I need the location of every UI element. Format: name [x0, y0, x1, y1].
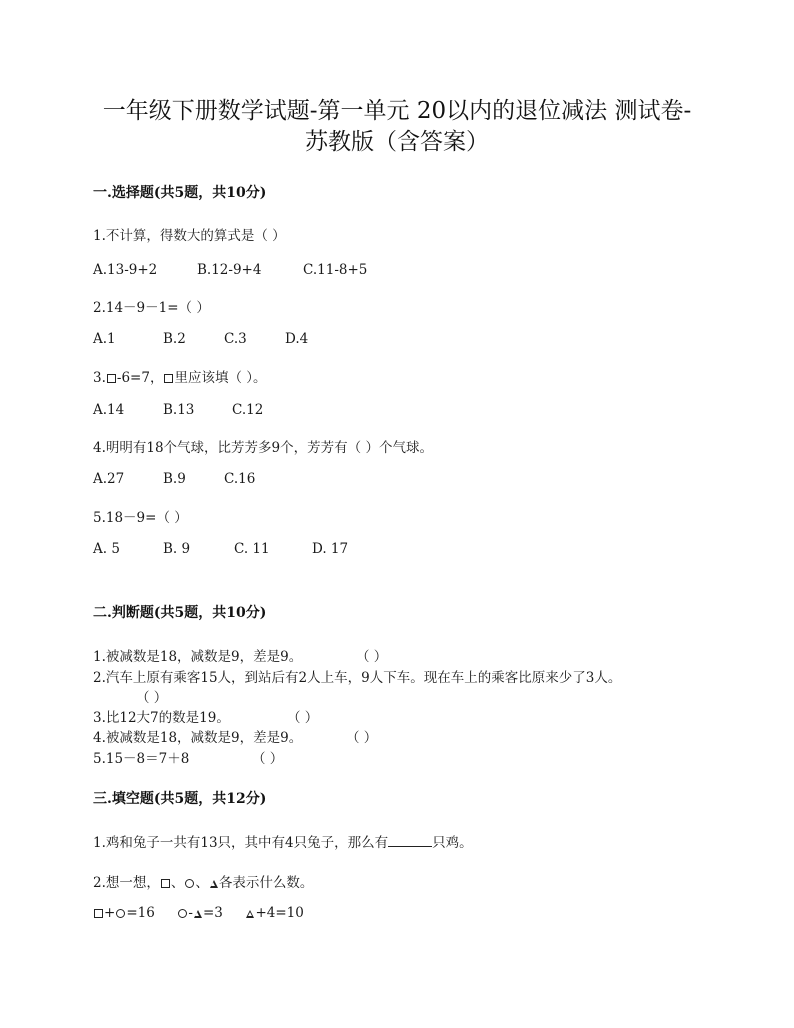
section-1-heading: 一.选择题(共5题，共10分) [93, 185, 267, 201]
judgement-item-4: 4.被减数是18，减数是9，差是9。 [93, 730, 303, 746]
section-2-heading: 二.判断题(共5题，共10分) [93, 605, 267, 621]
question-text: 2.想一想， [93, 875, 160, 891]
fill-question-1 [93, 831, 473, 851]
question-1-4: 4.明明有18个气球，比芳芳多9个，芳芳有（ ）个气球。 [93, 440, 433, 456]
answer-parentheses: （ ） [136, 690, 168, 706]
answer-parentheses: （ ） [287, 710, 319, 726]
option-a: A.1 [93, 331, 116, 347]
equations-row [93, 905, 304, 921]
option-c: C.3 [224, 331, 247, 347]
option-b: B.9 [163, 471, 186, 487]
judgement-item-3: 3.比12大7的数是19。 [93, 710, 230, 726]
equation-3 [245, 905, 303, 921]
option-b: B. 9 [163, 541, 191, 557]
page-title [80, 96, 714, 158]
option-a: A.13-9+2 [93, 262, 158, 278]
equation-1 [93, 905, 155, 921]
question-text-end: 各表示什么数。 [218, 875, 314, 891]
option-b: B.2 [163, 331, 186, 347]
question-1-1: 1.不计算，得数大的算式是（ ） [93, 228, 286, 244]
operator: - [188, 905, 193, 921]
question-text: 1.鸡和兔子一共有13只，其中有4只兔子，那么有 [93, 835, 389, 851]
circle-icon [178, 909, 187, 918]
circle-icon [185, 879, 194, 888]
separator: 、 [195, 875, 209, 891]
square-icon [164, 374, 173, 383]
question-1-5: 5.18－9=（ ） [93, 510, 188, 526]
answer-parentheses: （ ） [346, 730, 378, 746]
triangle-icon [194, 910, 202, 918]
question-text-end: 只鸡。 [432, 835, 473, 851]
answer-blank[interactable] [388, 834, 432, 847]
square-icon [161, 879, 170, 888]
option-a: A.27 [93, 471, 125, 487]
circle-icon [116, 909, 125, 918]
title-line-1: 一年级下册数学试题-第一单元 20以内的退位减法 测试卷- [102, 98, 692, 124]
judgement-item-5: 5.15－8＝7＋8 [93, 751, 190, 767]
question-1-3 [93, 366, 267, 386]
question-number: 3. [93, 370, 106, 386]
option-b: B.12-9+4 [197, 262, 262, 278]
option-a: A.14 [93, 402, 125, 418]
title-line-2: 苏教版（含答案） [305, 129, 489, 155]
option-c: C.12 [232, 402, 264, 418]
option-a: A. 5 [93, 541, 120, 557]
operator: + [104, 905, 116, 921]
answer-parentheses: （ ） [252, 751, 284, 767]
option-d: D. 17 [312, 541, 349, 557]
option-c: C. 11 [234, 541, 270, 557]
option-d: D.4 [285, 331, 309, 347]
question-1-2: 2.14－9－1=（ ） [93, 300, 210, 316]
separator: 、 [170, 875, 185, 891]
question-post: 里应该填（ ）。 [174, 370, 267, 386]
judgement-item-1: 1.被减数是18，减数是9，差是9。 [93, 649, 303, 665]
answer-parentheses: （ ） [356, 649, 388, 665]
square-icon [94, 909, 103, 918]
triangle-icon [246, 910, 254, 918]
equation-result: =16 [126, 905, 155, 921]
judgement-item-2: 2.汽车上原有乘客15人，到站后有2人上车，9人下车。现在车上的乘客比原来少了3人。 [93, 670, 622, 686]
equation-result: +4=10 [255, 905, 304, 921]
option-b: B.13 [163, 402, 195, 418]
equation-result: =3 [202, 905, 223, 921]
fill-question-2 [93, 871, 313, 891]
triangle-icon [210, 880, 218, 888]
section-3-heading: 三.填空题(共5题，共12分) [93, 791, 267, 807]
square-icon [107, 374, 116, 383]
option-c: C.16 [224, 471, 256, 487]
option-c: C.11-8+5 [303, 262, 368, 278]
question-mid: -6=7， [116, 370, 164, 386]
equation-2 [177, 905, 222, 921]
